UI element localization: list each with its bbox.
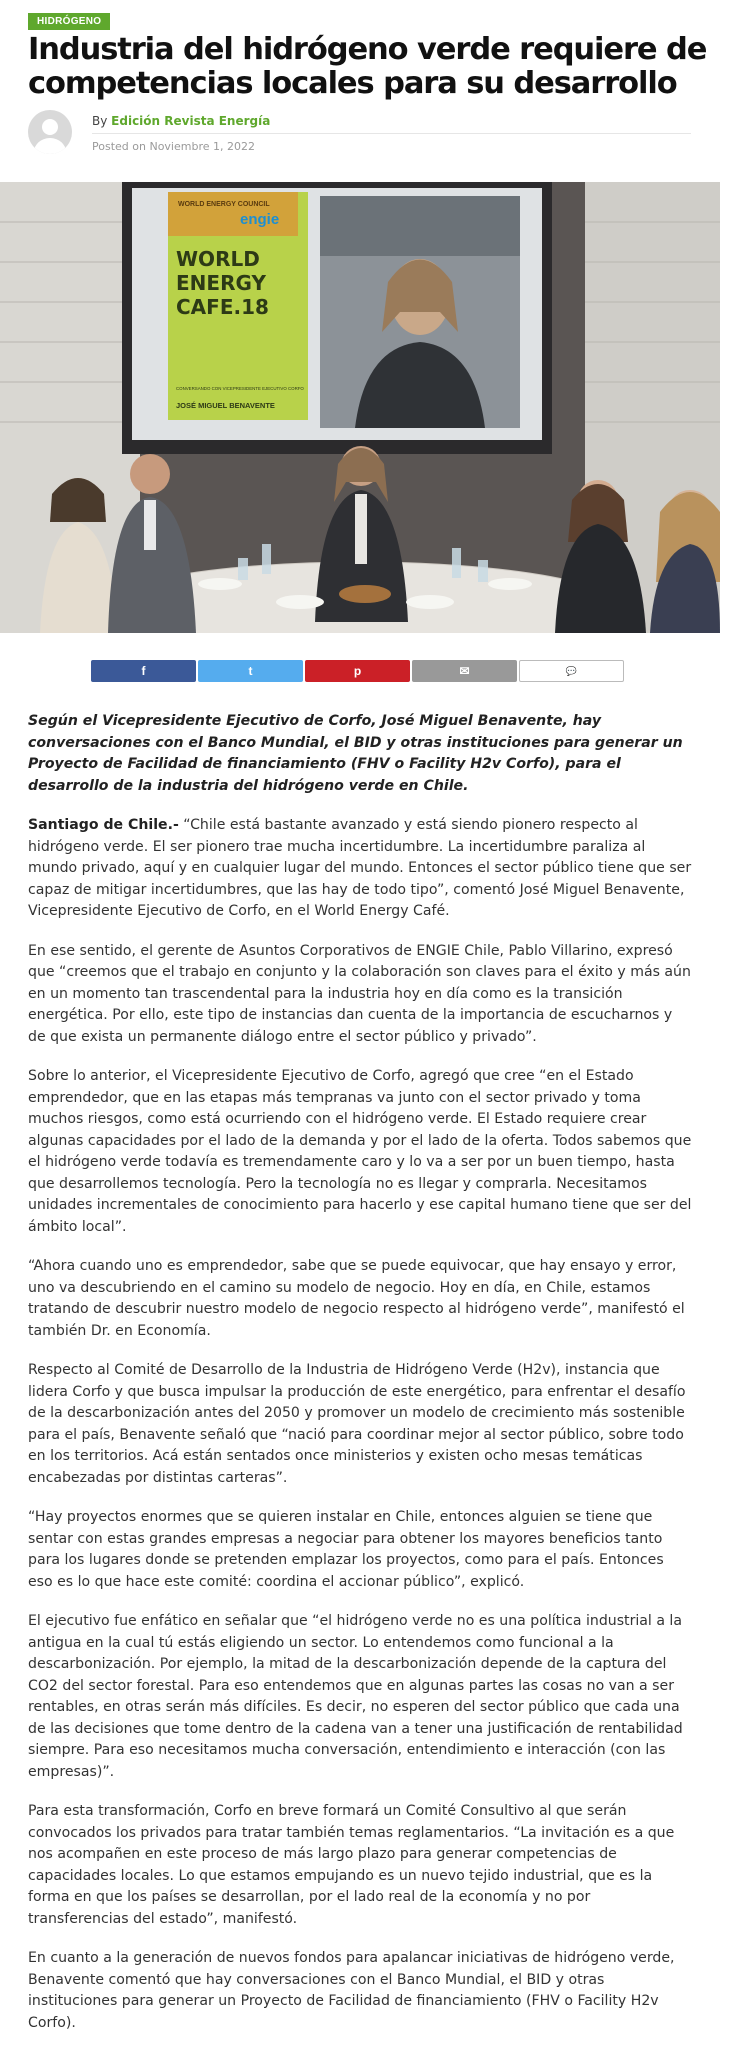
author-avatar <box>28 110 72 154</box>
byline-by: By <box>92 114 108 128</box>
email-icon: ✉ <box>459 664 470 678</box>
slide-council: WORLD ENERGY COUNCIL <box>178 201 270 208</box>
byline-divider <box>92 133 691 134</box>
article-title: Industria del hidrógeno verde requiere de competencias locales para su desarrollo <box>28 32 707 101</box>
paragraph: En ese sentido, el gerente de Asuntos Corporativos de ENGIE Chile, Pablo Villarino, expresó que “creemos que el trabajo en conjunto y la colaboración son claves para el éxito y más aún en un momento tan trascendental para la industria hoy en día como es la transición energética. Por ello, este tipo de instancias dan cuenta de la importancia de escucharnos y de que exista un permanente diálogo entre el sector público y privado”. <box>28 942 691 1045</box>
slide-event-line3: CAFE.18 <box>176 295 269 319</box>
paragraph: Para esta transformación, Corfo en breve formará un Comité Consultivo al que serán convocados los privados para tratar también temas reglamentarios. “La invitación es a que nos acompañen en este proceso de más largo plazo para generar competencias de capacidades locales. Lo que estamos empujando es un nuevo tejido industrial, que es la forma en que los países se desarrollan, por el lado real de la economía y no por transferencias del estado”, manifestó. <box>28 1803 675 1927</box>
paragraph: “Ahora cuando uno es emprendedor, sabe que se puede equivocar, que hay ensayo y error, uno va descubriendo en el camino su modelo de negocio. Hoy en día, en Chile, estamos tratando de descubrir nuestro modelo de negocio respecto al hidrógeno verde”, manifestó el también Dr. en Economía. <box>28 1258 685 1339</box>
twitter-icon: t <box>248 664 253 678</box>
dateline: Santiago de Chile.- <box>28 817 179 833</box>
slide-subtitle: CONVERSANDO CON VICEPRESIDENTE EJECUTIVO CORFO <box>176 386 304 391</box>
email-share-button[interactable] <box>412 660 517 682</box>
paragraph: En cuanto a la generación de nuevos fondos para apalancar iniciativas de hidrógeno verde, Benavente comentó que hay conversaciones con el Banco Mundial, el BID y otras instituciones para generar un Proyecto de Facilidad de financiamiento (FHV o Facility H2v Corfo). <box>28 1950 675 2031</box>
facebook-share-button[interactable] <box>91 660 196 682</box>
paragraph: “Hay proyectos enormes que se quieren instalar en Chile, entonces alguien se tiene que sentar con estas grandes empresas a negociar para obtener los mayores beneficios tanto para los lugares donde se pretenden emplazar los proyectos, como para el país. Entonces eso es lo que hace este comité: coordina el accionar público”, explicó. <box>28 1509 664 1590</box>
pinterest-share-button[interactable] <box>305 660 410 682</box>
category-tag[interactable]: HIDRÓGENO <box>28 13 110 30</box>
paragraph: Respecto al Comité de Desarrollo de la Industria de Hidrógeno Verde (H2v), instancia que lidera Corfo y que busca impulsar la producción de este energético, para enfrentar el desafío de la descarbonización antes del 2050 y promover un modelo de crecimiento más sostenible para el país, Benavente señaló que “nació para coordinar mejor al sector público, sobre todo en los territorios. Acá están sentados once ministerios y existen ocho mesas temáticas encabezadas por distintas carteras”. <box>28 1362 686 1486</box>
slide-event-line2: ENERGY <box>176 271 266 295</box>
facebook-icon: f <box>141 664 146 678</box>
slide-brand: engie <box>240 211 280 228</box>
paragraph: El ejecutivo fue enfático en señalar que “el hidrógeno verde no es una política industrial a la antigua en la cual tú estás eligiendo un sector. Lo entendemos como funcional a la descarbonización. Por ejemplo, la mitad de la descarbonización depende de la captura del CO2 del sector forestal. Para eso entendemos que en algunas partes las cosas no van a ser rentables, en otras serán más difíciles. Es decir, no esperen del sector público que cada una de las decisiones que tome dentro de la cadena van a tener una justificación de rentabilidad siempre. Para eso necesitamos mucha conversación, entendimiento e interacción (con las empresas)”. <box>28 1613 683 1780</box>
slide-speaker: JOSÉ MIGUEL BENAVENTE <box>176 401 275 410</box>
paragraph <box>28 815 692 923</box>
byline <box>92 114 270 128</box>
article-lead: Según el Vicepresidente Ejecutivo de Corfo, José Miguel Benavente, hay conversaciones con el Banco Mundial, el BID y otras instituciones para generar un Proyecto de Facilidad de financiamiento (FHV o Facility H2v Corfo), para el desarrollo de la industria del hidrógeno verde en Chile. <box>28 713 683 794</box>
paragraph: Sobre lo anterior, el Vicepresidente Ejecutivo de Corfo, agregó que cree “en el Estado emprendedor, que en las etapas más tempranas va junto con el sector privado y toma muchos riesgos, como está ocurriendo con el hidrógeno verde. El Estado requiere crear algunas capacidades por el lado de la demanda y por el lado de la oferta. Todos sabemos que el hidrógeno verde todavía es tremendamente caro y lo va a ser por un buen tiempo, hasta que desarrollemos tecnología. Pero la tecnología no es llegar y comprarla. Necesitamos unidades incrementales de conocimiento para hacerlo y ese capital humano tiene que ser del ámbito local”. <box>28 1068 692 1235</box>
comment-share-button[interactable] <box>519 660 624 682</box>
article-body <box>28 711 692 2052</box>
comment-icon: 💬 <box>565 665 578 676</box>
paragraph-1-text: “Chile está bastante avanzado y está siendo pionero respecto al hidrógeno verde. El ser pionero trae mucha incertidumbre. La incertidumbre paraliza al mundo privado, aquí y en cualquier lugar del mundo. Entonces el sector público tiene que ser capaz de mitigar incertidumbres, que las hay de todo tipo”, comentó José Miguel Benavente, Vicepresidente Ejecutivo de Corfo, en el World Energy Café. <box>28 817 692 919</box>
slide-event-line1: WORLD <box>176 247 260 271</box>
twitter-share-button[interactable] <box>198 660 303 682</box>
pinterest-icon: p <box>353 664 362 678</box>
post-date: Posted on Noviembre 1, 2022 <box>92 140 255 153</box>
author-link[interactable]: Edición Revista Energía <box>111 114 271 128</box>
featured-photo <box>0 182 720 633</box>
